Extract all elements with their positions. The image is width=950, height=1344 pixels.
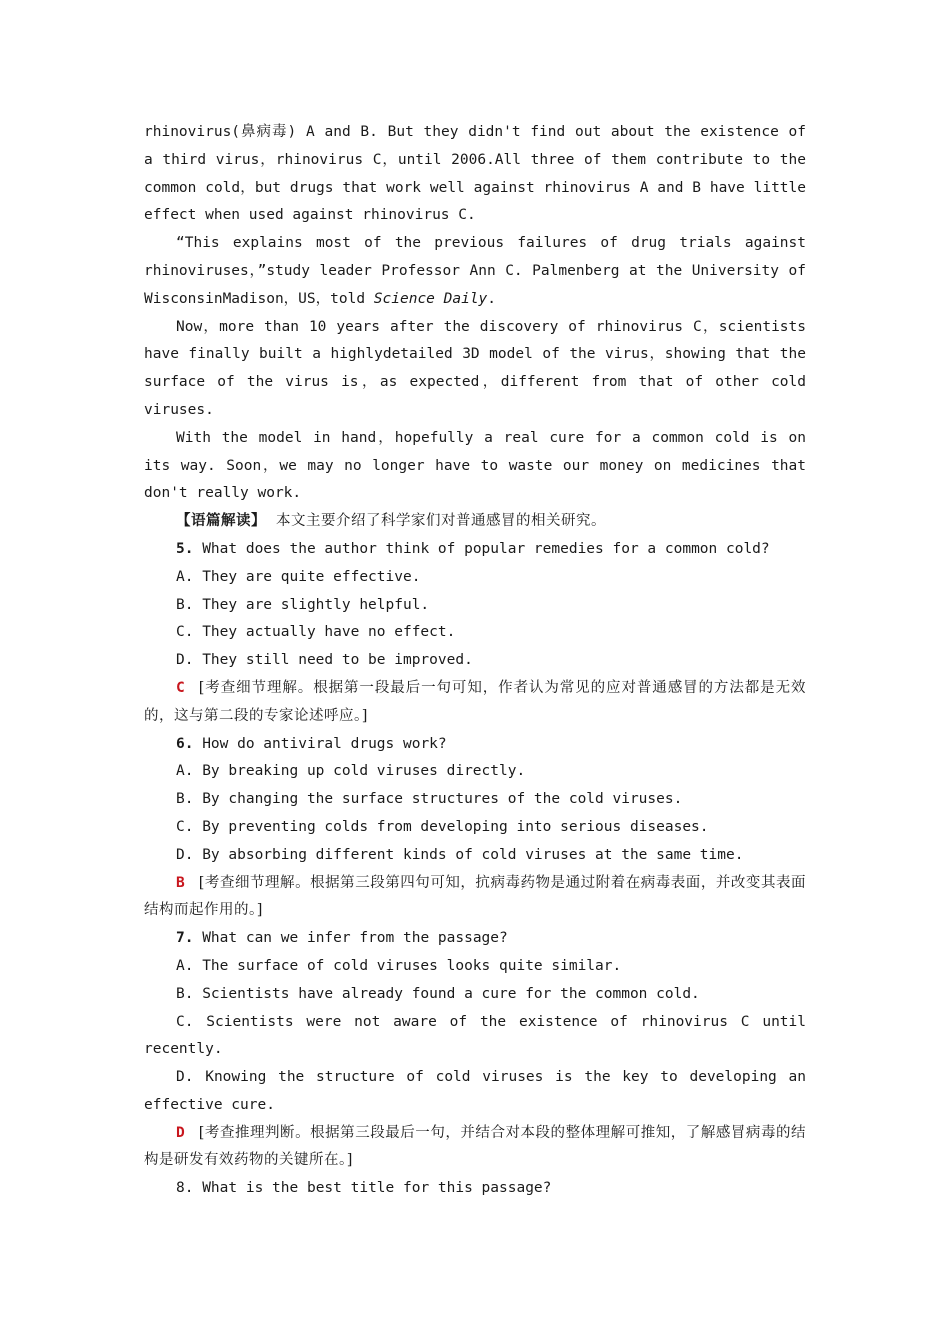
passage-paragraph-4: With the model in hand，hopefully a real cure for a common cold is on its way. Soon，we may no longer have to waste our money on medicines that don't really work. <box>144 429 806 502</box>
answer-explanation <box>144 675 806 731</box>
option-c: C. Scientists were not aware of the existence of rhinovirus C until recently. <box>144 1013 806 1058</box>
question-5 <box>144 536 806 564</box>
passage-paragraph-2 <box>144 230 806 313</box>
answer-letter: D <box>176 1124 185 1141</box>
question-text: What can we infer from the passage? <box>202 930 508 947</box>
explanation-text: [考查细节理解。根据第一段最后一句可知，作者认为常见的应对普通感冒的方法都是无效的，这与第二段的专家论述呼应。] <box>144 679 806 724</box>
question-6 <box>144 731 806 759</box>
answer-letter: C <box>176 679 185 696</box>
discourse-summary <box>144 508 806 536</box>
option-a: A. By breaking up cold viruses directly. <box>176 763 526 780</box>
explanation-text: [考查细节理解。根据第三段第四句可知，抗病毒药物是通过附着在病毒表面，并改变其表面结构而起作用的。] <box>144 874 806 919</box>
option-b: B. Scientists have already found a cure for the common cold. <box>176 985 700 1002</box>
question-number: 6. <box>176 735 194 752</box>
question-8 <box>144 1175 806 1203</box>
option-b: B. They are slightly helpful. <box>176 596 430 613</box>
option-a: A. They are quite effective. <box>176 568 421 585</box>
explanation-text: [考查推理判断。根据第三段最后一句，并结合对本段的整体理解可推知，了解感冒病毒的结构是研发有效药物的关键所在。] <box>144 1124 806 1169</box>
paragraph-2-end: . <box>487 290 497 307</box>
option-d: D. By absorbing different kinds of cold viruses at the same time. <box>176 846 744 863</box>
passage-paragraph-3: Now，more than 10 years after the discovery of rhinovirus C，scientists have finally built a highlydetailed 3D model of the virus，showing that the surface of the virus is，as expected，different from that of other cold viruses. <box>144 318 806 418</box>
summary-text: 本文主要介绍了科学家们对普通感冒的相关研究。 <box>276 513 606 530</box>
question-text: How do antiviral drugs work? <box>202 735 447 752</box>
option-d: D. They still need to be improved. <box>176 652 473 669</box>
answer-letter: B <box>176 874 185 891</box>
option-d: D. Knowing the structure of cold viruses is the key to developing an effective cure. <box>144 1069 806 1113</box>
option-a: A. The surface of cold viruses looks quite similar. <box>176 957 622 974</box>
option-c: C. They actually have no effect. <box>176 624 456 641</box>
passage-paragraph-1: rhinovirus(鼻病毒) A and B. But they didn't find out about the existence of a third virus，rhinovirus C，until 2006.All three of them contribute to the common cold，but drugs that work well against rhinovirus A and B have little effect when used against rhinovirus C. <box>144 124 806 224</box>
question-number: 5. <box>176 540 194 557</box>
document-page <box>144 119 806 1203</box>
question-text: What does the author think of popular remedies for a common cold? <box>202 540 770 557</box>
answer-explanation <box>144 870 806 926</box>
question-number: 8. <box>176 1180 194 1197</box>
question-text: What is the best title for this passage? <box>202 1180 552 1197</box>
paragraph-2-text: “This explains most of the previous failures of drug trials against rhinoviruses，”study leader Professor Ann C. Palmenberg at the University of WisconsinMadison，US，told <box>144 235 806 307</box>
summary-label: 【语篇解读】 <box>176 513 266 530</box>
question-7 <box>144 925 806 953</box>
option-c: C. By preventing colds from developing into serious diseases. <box>176 818 709 835</box>
answer-explanation <box>144 1120 806 1176</box>
publication-name: Science Daily <box>373 290 488 307</box>
option-b: B. By changing the surface structures of the cold viruses. <box>176 791 683 808</box>
question-number: 7. <box>176 930 194 947</box>
